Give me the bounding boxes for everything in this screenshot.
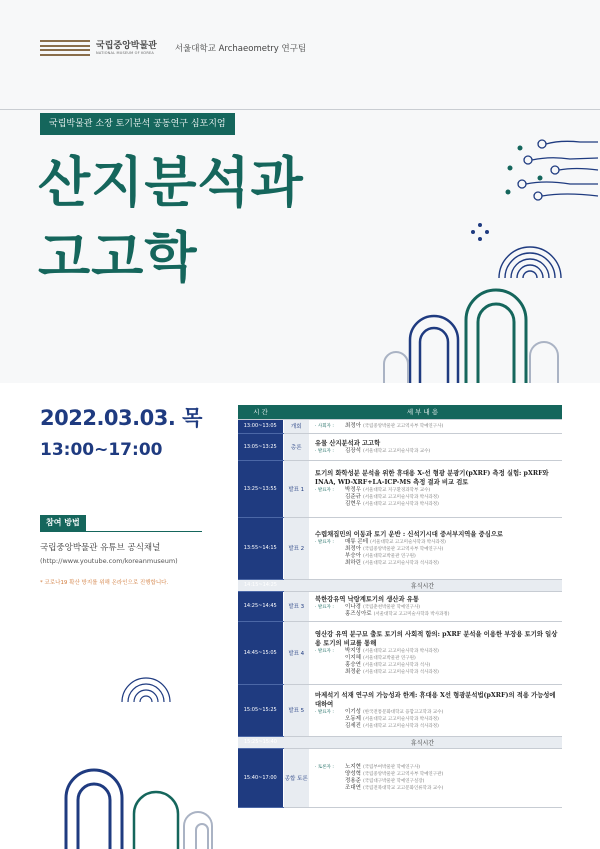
row-detail: [309, 433, 562, 460]
presenter-affiliation: (서울대학교 고고미술사학과 석사과정): [362, 723, 439, 729]
role-tag: · 발표자 :: [315, 648, 334, 654]
presenter-line: [315, 723, 562, 730]
row-detail: [309, 621, 562, 684]
presenter-affiliation: (국립부여박물관 학예연구사): [362, 764, 421, 770]
diamond-dots-icon: [470, 222, 490, 242]
presenter-affiliation: (서울대학교박물관 연구원): [362, 655, 416, 661]
role-tag: [315, 494, 345, 501]
presenter-line: [315, 604, 562, 611]
method-divider: [40, 531, 202, 532]
role-tag: [315, 785, 345, 792]
row-detail: [309, 748, 562, 807]
presenter-line: [315, 764, 562, 771]
presenter-line: [315, 546, 562, 553]
row-session: 발표 4: [283, 621, 309, 684]
cloud-swirl-icon: [500, 132, 600, 212]
presenter-name: 노지현: [345, 763, 361, 770]
presenter-affiliation: (서울대학교 고고미술사학과 박사과정): [362, 502, 439, 507]
event-date: 2022.03.03. 목: [40, 406, 202, 430]
museum-name-ko: 국립중앙박물관: [96, 40, 157, 51]
presenter-affiliation: (국립대구박물관 학예연구실장): [362, 778, 425, 784]
presenter-name: 매튜 콘테: [345, 538, 369, 545]
role-tag: [315, 611, 345, 618]
row-time: 13:25~13:55: [238, 460, 283, 517]
table-row: [238, 433, 562, 460]
presenter-name: 이기성: [345, 708, 361, 715]
presenter-name: 부승아: [345, 552, 361, 559]
snu-team-label: 서울대학교 Archaeometry 연구팀: [174, 44, 307, 54]
presenter-name: 김세진: [345, 722, 361, 729]
row-session: 총론: [283, 433, 309, 460]
presenter-line: [315, 778, 562, 785]
program-table-header: [238, 405, 562, 419]
presenter-name: 홍승연: [345, 661, 361, 668]
main-title-line-1: 산지분석과: [38, 151, 304, 214]
presenter-affiliation: (서울대학교 고고미술사학과 석사과정): [362, 560, 439, 566]
presenter-affiliation: (국립중앙박물관 고고역사부 학예연구사): [362, 546, 444, 552]
talk-title: 마제석기 석재 연구의 가능성과 한계: 휴대용 X선 형광분석법(pXRF)의 적용 가능성에 대하여: [315, 691, 556, 708]
table-row: [238, 460, 562, 517]
museum-logo-text: [96, 41, 157, 56]
talk-title: 수렵채집민의 이동과 토기 운반 : 신석기시대 중서부지역을 중심으로: [315, 530, 503, 538]
mountain-arches-bottom-icon: [46, 726, 236, 849]
top-divider: [0, 109, 600, 110]
presenter-line: [315, 553, 562, 560]
symposium-banner: 국립박물관 소장 토기분석 공동연구 심포지엄: [40, 113, 235, 135]
program-table: [238, 405, 562, 808]
role-tag: · 발표자 :: [315, 604, 334, 610]
presenter-affiliation: (한국전통문화대학교 융합고고학과 교수): [362, 709, 444, 715]
presenter-line: [315, 611, 562, 618]
table-row: [238, 517, 562, 579]
presenter-line: [315, 785, 562, 792]
presenter-line: [315, 709, 562, 716]
talk-title: 북한강유역 낙랑계토기의 생산과 유통: [315, 595, 419, 603]
talk-title: 토기의 화학성분 분석을 위한 휴대용 X-선 형광 분광기(pXRF) 측정 실험: pXRF와 INAA, WD-XRF+LA-ICP-MS 측정 결과 비교 검토: [315, 470, 549, 486]
role-tag: [315, 501, 345, 508]
covid-note: * 코로나19 확산 방지를 위해 온라인으로 진행합니다.: [40, 580, 169, 586]
role-tag: · 발표자 :: [315, 488, 334, 493]
row-time: 14:25~14:45: [238, 591, 283, 621]
role-tag: [315, 716, 345, 723]
row-time: 14:45~15:05: [238, 621, 283, 684]
presenter-name: 박지영: [345, 647, 361, 654]
presenter-affiliation: (서울대학교 고고미술사학과 박사과정): [362, 648, 439, 654]
presenter-line: [315, 494, 562, 501]
participation-method-label: 참여 방법: [40, 515, 86, 531]
presenter-name: 최정아: [345, 422, 361, 429]
presenter-affiliation: (서울대학교 고고미술사학과 석사): [362, 662, 431, 668]
role-tag: [315, 723, 345, 730]
row-detail: [309, 591, 562, 621]
presenter-affiliation: (서울대학교 고고미술사학과 박사과정): [373, 611, 450, 617]
presenter-name: 홍즈싱아로: [345, 610, 372, 617]
presenter-name: 김준규: [345, 494, 361, 500]
presenter-affiliation: (서울대학교 고고미술사학과 박사과정): [362, 495, 439, 500]
presenter-affiliation: (국립춘천박물관 학예연구사): [362, 604, 421, 610]
presenter-name: 최정윤: [345, 668, 361, 675]
role-tag: [315, 553, 345, 560]
role-tag: [315, 778, 345, 785]
header-time: 시 간: [238, 405, 283, 419]
row-time: 13:05~13:25: [238, 433, 283, 460]
break-row: [238, 579, 562, 591]
presenter-affiliation: (서울대학교 고고미술사학과 박사과정): [362, 716, 439, 722]
presenter-affiliation: (국립중앙박물관 고고역사부 학예연구관): [362, 771, 444, 777]
role-tag: [315, 662, 345, 669]
role-tag: [315, 655, 345, 662]
header-detail: 세 부 내 용: [283, 405, 562, 419]
presenter-affiliation: (서울대학교 지구환경과학부 교수): [362, 488, 431, 493]
youtube-url[interactable]: (http://www.youtube.com/koreanmuseum): [40, 557, 178, 565]
break-row: [238, 736, 562, 748]
row-time: 15:05~15:25: [238, 684, 283, 736]
presenter-name: 최정아: [345, 545, 361, 552]
presenter-name: 조대연: [345, 784, 361, 791]
presenter-affiliation: (국립전북대학교 고고문화인류학과 교수): [362, 785, 444, 791]
presenter-line: [315, 487, 562, 494]
museum-logo-icon: [40, 40, 90, 56]
presenter-affiliation: (서울대학교 고고미술사학과 박사과정): [370, 539, 446, 545]
table-row: [238, 621, 562, 684]
role-tag: [315, 669, 345, 676]
presenter-line: [315, 669, 562, 676]
row-session: 발표 1: [283, 460, 309, 517]
row-detail: [309, 460, 562, 517]
presenter-name: 김장석: [345, 447, 361, 454]
table-row: [238, 419, 562, 433]
row-session: 발표 5: [283, 684, 309, 736]
presenter-line: [315, 716, 562, 723]
presenter-name: 이지혜: [345, 654, 361, 661]
header-logos: [40, 38, 306, 58]
presenter-line: [315, 662, 562, 669]
presenter-line: [315, 560, 562, 567]
role-tag: [315, 771, 345, 778]
presenter-line: [315, 655, 562, 662]
presenter-name: 정용준: [345, 777, 361, 784]
presenter-affiliation: (국립중앙박물관 고고역사부 학예연구사): [362, 423, 444, 429]
event-time: 13:00~17:00: [40, 440, 163, 460]
presenter-name: 최하린: [345, 559, 361, 566]
presenter-affiliation: (서울대학교박물관 연구원): [362, 553, 416, 559]
presenter-line: [315, 539, 562, 546]
role-tag: · 발표자 :: [315, 539, 334, 545]
row-time: 15:25~15:40: [238, 736, 283, 748]
talk-title: 유물 산지분석과 고고학: [315, 439, 381, 447]
talk-title: 영산강 유역 분구묘 출토 토기의 사회적 함의: pXRF 분석을 이용한 부장용 토기와 일상용 토기의 비교를 통해: [315, 630, 558, 647]
role-tag: [315, 560, 345, 567]
row-time: 15:40~17:00: [238, 748, 283, 807]
main-title-line-2: 고고학: [38, 226, 198, 289]
break-label: 휴식시간: [283, 579, 562, 591]
presenter-line: [315, 423, 562, 430]
presenter-name: 박정우: [345, 487, 361, 493]
youtube-channel-name: 국립중앙박물관 유튜브 공식채널: [40, 543, 161, 553]
row-time: 13:55~14:15: [238, 517, 283, 579]
row-session: 발표 3: [283, 591, 309, 621]
presenter-line: [315, 501, 562, 508]
role-tag: · 발표자 :: [315, 448, 334, 454]
role-tag: · 발표자 :: [315, 709, 334, 715]
presenter-line: [315, 771, 562, 778]
row-detail: [309, 684, 562, 736]
table-row: [238, 684, 562, 736]
table-row: [238, 591, 562, 621]
presenter-name: 양성혁: [345, 770, 361, 777]
presenter-line: [315, 448, 562, 455]
row-session: 발표 2: [283, 517, 309, 579]
presenter-affiliation: (서울대학교 고고미술사학과 석사과정): [362, 669, 439, 675]
role-tag: [315, 546, 345, 553]
row-detail: [309, 517, 562, 579]
wave-arcs-small-icon: [120, 676, 172, 704]
role-tag: · 토론자 :: [315, 764, 334, 770]
presenter-name: 이나경: [345, 603, 361, 610]
row-time: 13:00~13:05: [238, 419, 283, 433]
presenter-name: 오동제: [345, 715, 361, 722]
mountain-arches-icon: [380, 280, 560, 384]
table-row: [238, 748, 562, 807]
break-label: 휴식시간: [283, 736, 562, 748]
museum-name-en: NATIONAL MUSEUM OF KOREA: [96, 50, 155, 55]
presenter-line: [315, 648, 562, 655]
row-session: 개회: [283, 419, 309, 433]
row-detail: [309, 419, 562, 433]
role-tag: · 사회자 :: [315, 423, 334, 429]
presenter-affiliation: (서울대학교 고고미술사학과 교수): [362, 448, 431, 454]
row-time: 14:15~14:25: [238, 579, 283, 591]
presenter-name: 김현우: [345, 501, 361, 507]
row-session: 종합 토론: [283, 748, 309, 807]
wave-arcs-icon: [495, 244, 565, 280]
